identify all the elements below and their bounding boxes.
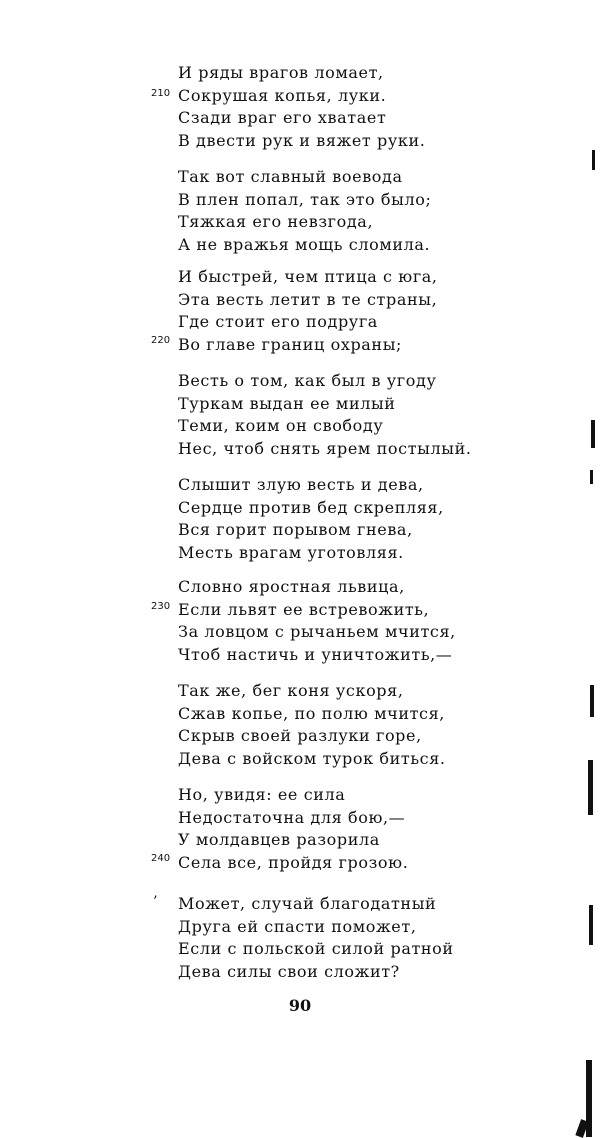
ink-mark: ’ bbox=[153, 894, 158, 910]
verse-line: И ряды врагов ломает, bbox=[178, 63, 384, 82]
verse-line: Где стоит его подруга bbox=[178, 312, 378, 331]
stanza-5 bbox=[178, 474, 444, 564]
line-number: 240 bbox=[151, 853, 171, 864]
verse-line: Дева силы свои сложит? bbox=[178, 961, 400, 981]
verse-line: В двести рук и вяжет руки. bbox=[178, 130, 426, 150]
verse-line: А не вражья мощь сломила. bbox=[178, 234, 431, 254]
verse-line: Месть врагам уготовляя. bbox=[178, 542, 404, 562]
scan-edge-mark bbox=[590, 470, 593, 484]
line-number: 210 bbox=[151, 88, 171, 99]
scan-edge-mark bbox=[588, 760, 593, 815]
verse-line: За ловцом с рычаньем мчится, bbox=[178, 622, 456, 641]
verse-line: Села все, пройдя грозою. bbox=[178, 852, 409, 872]
verse-line: Если львят ее встревожить, bbox=[178, 599, 430, 619]
verse-line: Если с польской силой ратной bbox=[178, 939, 454, 958]
stanza-9 bbox=[178, 893, 454, 983]
verse-line: Туркам выдан ее милый bbox=[178, 393, 396, 413]
page-number: 90 bbox=[288, 996, 312, 1015]
verse-line: У молдавцев разорила bbox=[178, 830, 380, 849]
stanza-1 bbox=[178, 62, 425, 152]
verse-line: Во главе границ охраны; bbox=[178, 334, 403, 354]
scan-edge-mark bbox=[591, 420, 595, 448]
verse-line: И быстрей, чем птица с юга, bbox=[178, 267, 438, 286]
verse-line: В плен попал, так это было; bbox=[178, 189, 432, 209]
verse-line: Но, увидя: ее сила bbox=[178, 785, 346, 804]
verse-line: Сердце против бед скрепляя, bbox=[178, 497, 444, 517]
stanza-4 bbox=[178, 370, 472, 460]
verse-line: Так вот славный воевода bbox=[178, 167, 403, 186]
verse-line: Слышит злую весть и дева, bbox=[178, 475, 424, 494]
verse-line: Недостаточна для бою,— bbox=[178, 807, 406, 827]
verse-line: Вся горит порывом гнева, bbox=[178, 520, 413, 539]
verse-line: Друга ей спасти поможет, bbox=[178, 916, 417, 936]
scan-edge-mark bbox=[592, 150, 595, 170]
stanza-3 bbox=[178, 266, 438, 356]
verse-line: Сжав копье, по полю мчится, bbox=[178, 703, 445, 723]
stanza-6 bbox=[178, 576, 456, 666]
verse-line: Скрыв своей разлуки горе, bbox=[178, 726, 422, 745]
verse-line: Словно яростная львица, bbox=[178, 577, 405, 596]
verse-line: Дева с войском турок биться. bbox=[178, 748, 446, 768]
verse-line: Весть о том, как был в угоду bbox=[178, 371, 437, 390]
verse-line: Чтоб настичь и уничтожить,— bbox=[178, 644, 453, 664]
scan-edge-mark bbox=[590, 685, 594, 717]
verse-line: Сзади враг его хватает bbox=[178, 108, 387, 127]
stanza-7 bbox=[178, 680, 446, 770]
line-number: 220 bbox=[151, 335, 171, 346]
stanza-8 bbox=[178, 784, 408, 874]
verse-line: Так же, бег коня ускоря, bbox=[178, 681, 404, 700]
verse-line: Сокрушая копья, луки. bbox=[178, 85, 387, 105]
line-number: 230 bbox=[151, 601, 171, 612]
verse-line: Нес, чтоб снять ярем постылый. bbox=[178, 438, 472, 458]
verse-line: Теми, коим он свободу bbox=[178, 416, 384, 435]
verse-line: Может, случай благодатный bbox=[178, 894, 437, 913]
scan-edge-mark bbox=[589, 905, 593, 945]
verse-line: Тяжкая его невзгода, bbox=[178, 212, 374, 231]
verse-line: Эта весть летит в те страны, bbox=[178, 289, 438, 309]
stanza-2 bbox=[178, 166, 432, 256]
